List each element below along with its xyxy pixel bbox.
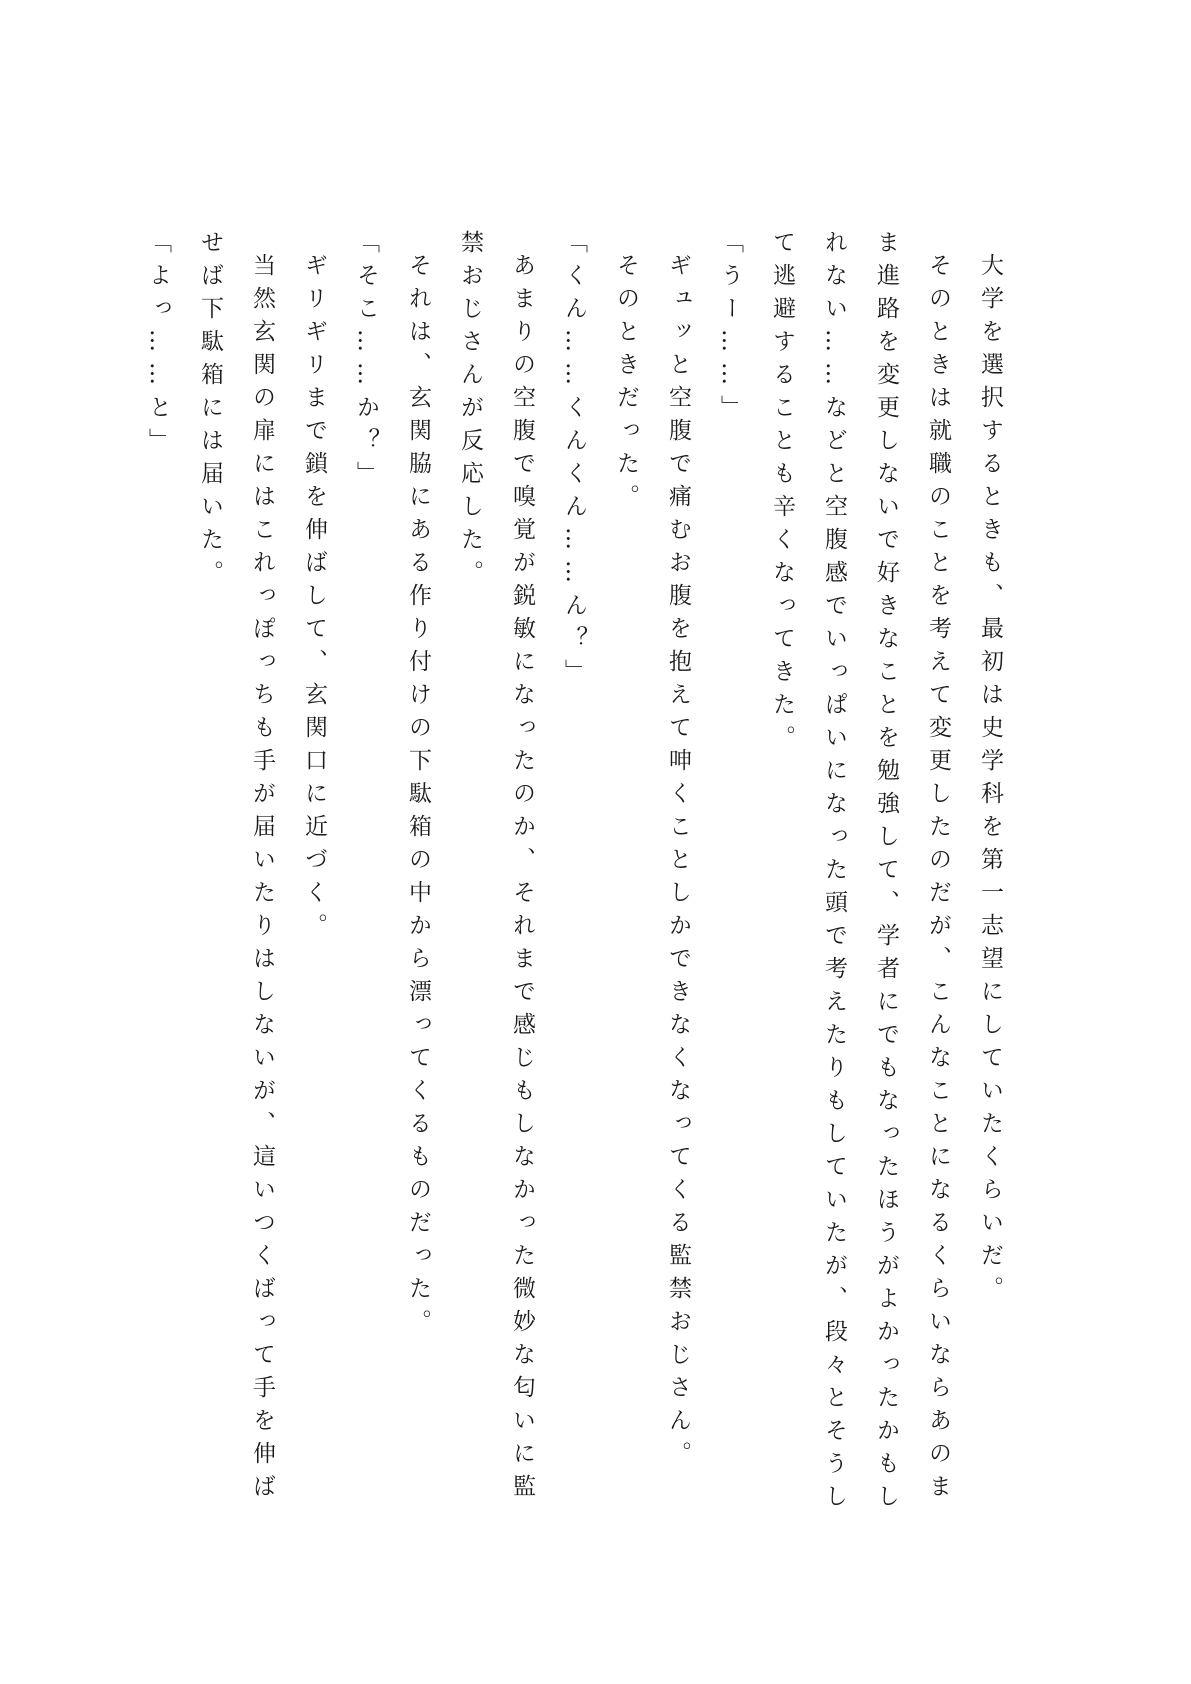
paragraph: それは、玄関脇にある作り付けの下駄箱の中から漂ってくるものだった。 — [405, 253, 431, 1342]
paragraph: ギリギリまで鎖を伸ばして、玄関口に近づく。 — [301, 253, 327, 946]
paragraph: 大学を選択するときも、最初は史学科を第一志望にしていたくらいだ。 — [977, 253, 1003, 1309]
paragraph: あまりの空腹で嗅覚が鋭敏になったのか、それまで感じもしなかった微妙な匂いに監禁おじさんが反応した。 — [457, 230, 535, 1507]
dialogue-line: 「くん……くんくん……ん？」 — [561, 230, 587, 692]
dialogue-line: 「よっ……と」 — [145, 230, 171, 461]
paragraph: そのときは就職のことを考えて変更したのだが、こんなことになるくらいならあのまま進路を変更しないで好きなことを勉強して、学者にでもなったほうがよかったかもしれない……などと空腹感でいっぱいになった頭で考えたりもしていたが、段々とそうして逃避することも辛くなってきた。 — [769, 230, 951, 1517]
dialogue-line: 「うー……」 — [717, 230, 743, 428]
paragraph: 当然玄関の扉にはこれっぽっちも手が届いたりはしないが、這いつくばって手を伸ばせば下駄箱には届いた。 — [197, 230, 275, 1507]
vertical-text-block — [132, 230, 1016, 1530]
paragraph: そのときだった。 — [613, 253, 639, 517]
paragraph: ギュッと空腹で痛むお腹を抱えて呻くことしかできなくなってくる監禁おじさん。 — [665, 253, 691, 1474]
dialogue-line: 「そこ……か？」 — [353, 230, 379, 494]
